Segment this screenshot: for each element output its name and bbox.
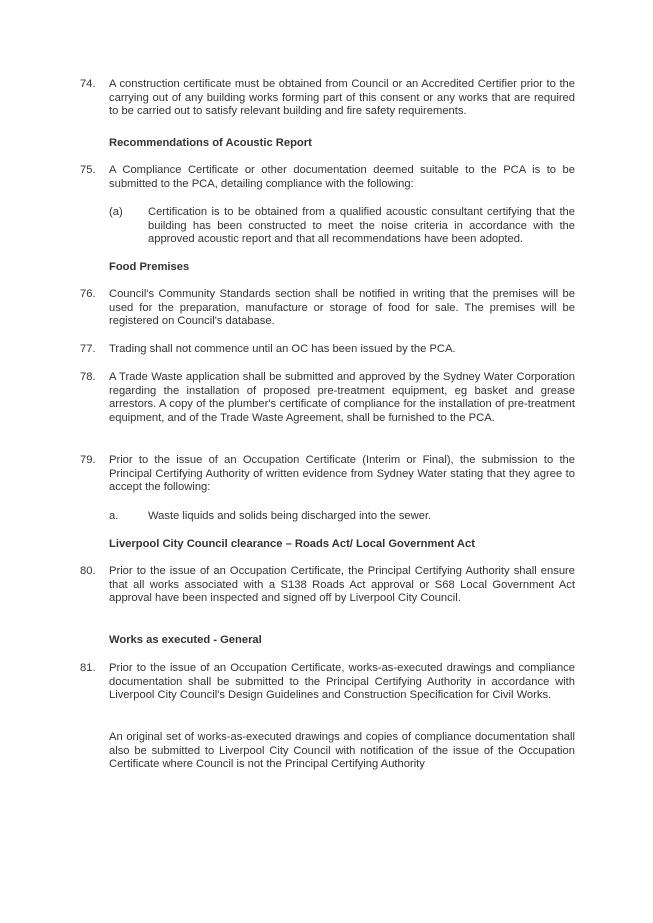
section-heading: Liverpool City Council clearance – Roads Act/ Local Government Act xyxy=(109,538,475,550)
item-text: Council's Community Standards section shall be notified in writing that the premises will be used for the preparation, manufacture or storage of food for sale. The premises will be registered on Council's database. xyxy=(109,288,575,328)
sub-item-text: Waste liquids and solids being discharged into the sewer. xyxy=(148,510,432,522)
item-number: 81. xyxy=(80,662,96,674)
item-number: 76. xyxy=(80,288,96,300)
item-number: 79. xyxy=(80,454,96,466)
section-heading: Works as executed - General xyxy=(109,634,262,646)
item-text: A Trade Waste application shall be submitted and approved by the Sydney Water Corporation regarding the installation of proposed pre-treatment equipment, eg basket and grease arrestors. A copy of the plumber's certificate of compliance for the installation of pre-treatment equipment, and of the Trade Waste Agreement, shall be furnished to the PCA. xyxy=(109,371,575,424)
item-text: Prior to the issue of an Occupation Certificate (Interim or Final), the submission to the Principal Certifying Authority of written evidence from Sydney Water stating that they agree to accept the following: xyxy=(109,454,575,494)
item-text: Prior to the issue of an Occupation Certificate, the Principal Certifying Authority shall ensure that all works associated with a S138 Roads Act approval or S68 Local Government Act approval have been inspected and signed off by Liverpool City Council. xyxy=(109,565,575,605)
item-number: 74. xyxy=(80,78,96,90)
item-text: Prior to the issue of an Occupation Certificate, works-as-executed drawings and compliance documentation shall be submitted to the Principal Certifying Authority in accordance with Liverpool City Council's Design Guidelines and Construction Specification for Civil Works. xyxy=(109,662,575,702)
item-text-continued: An original set of works-as-executed drawings and copies of compliance documentation shall also be submitted to Liverpool City Council with notification of the issue of the Occupation Certificate where Council is not the Principal Certifying Authority xyxy=(109,731,575,771)
item-number: 77. xyxy=(80,343,96,355)
sub-item-label: a. xyxy=(109,510,119,522)
item-number: 78. xyxy=(80,371,96,383)
section-heading: Recommendations of Acoustic Report xyxy=(109,137,312,149)
item-number: 75. xyxy=(80,164,96,176)
item-text: A construction certificate must be obtained from Council or an Accredited Certifier prior to the carrying out of any building works forming part of this consent or any works that are required to be carried out to satisfy relevant building and fire safety requirements. xyxy=(109,78,575,118)
item-number: 80. xyxy=(80,565,96,577)
item-text: Trading shall not commence until an OC has been issued by the PCA. xyxy=(109,343,456,355)
item-text: A Compliance Certificate or other documentation deemed suitable to the PCA is to be submitted to the PCA, detailing compliance with the following: xyxy=(109,164,575,190)
sub-item-text: Certification is to be obtained from a qualified acoustic consultant certifying that the building has been constructed to meet the noise criteria in accordance with the approved acoustic report and that all recommendations have been adopted. xyxy=(148,206,575,246)
sub-item-label: (a) xyxy=(109,206,123,218)
section-heading: Food Premises xyxy=(109,261,190,273)
